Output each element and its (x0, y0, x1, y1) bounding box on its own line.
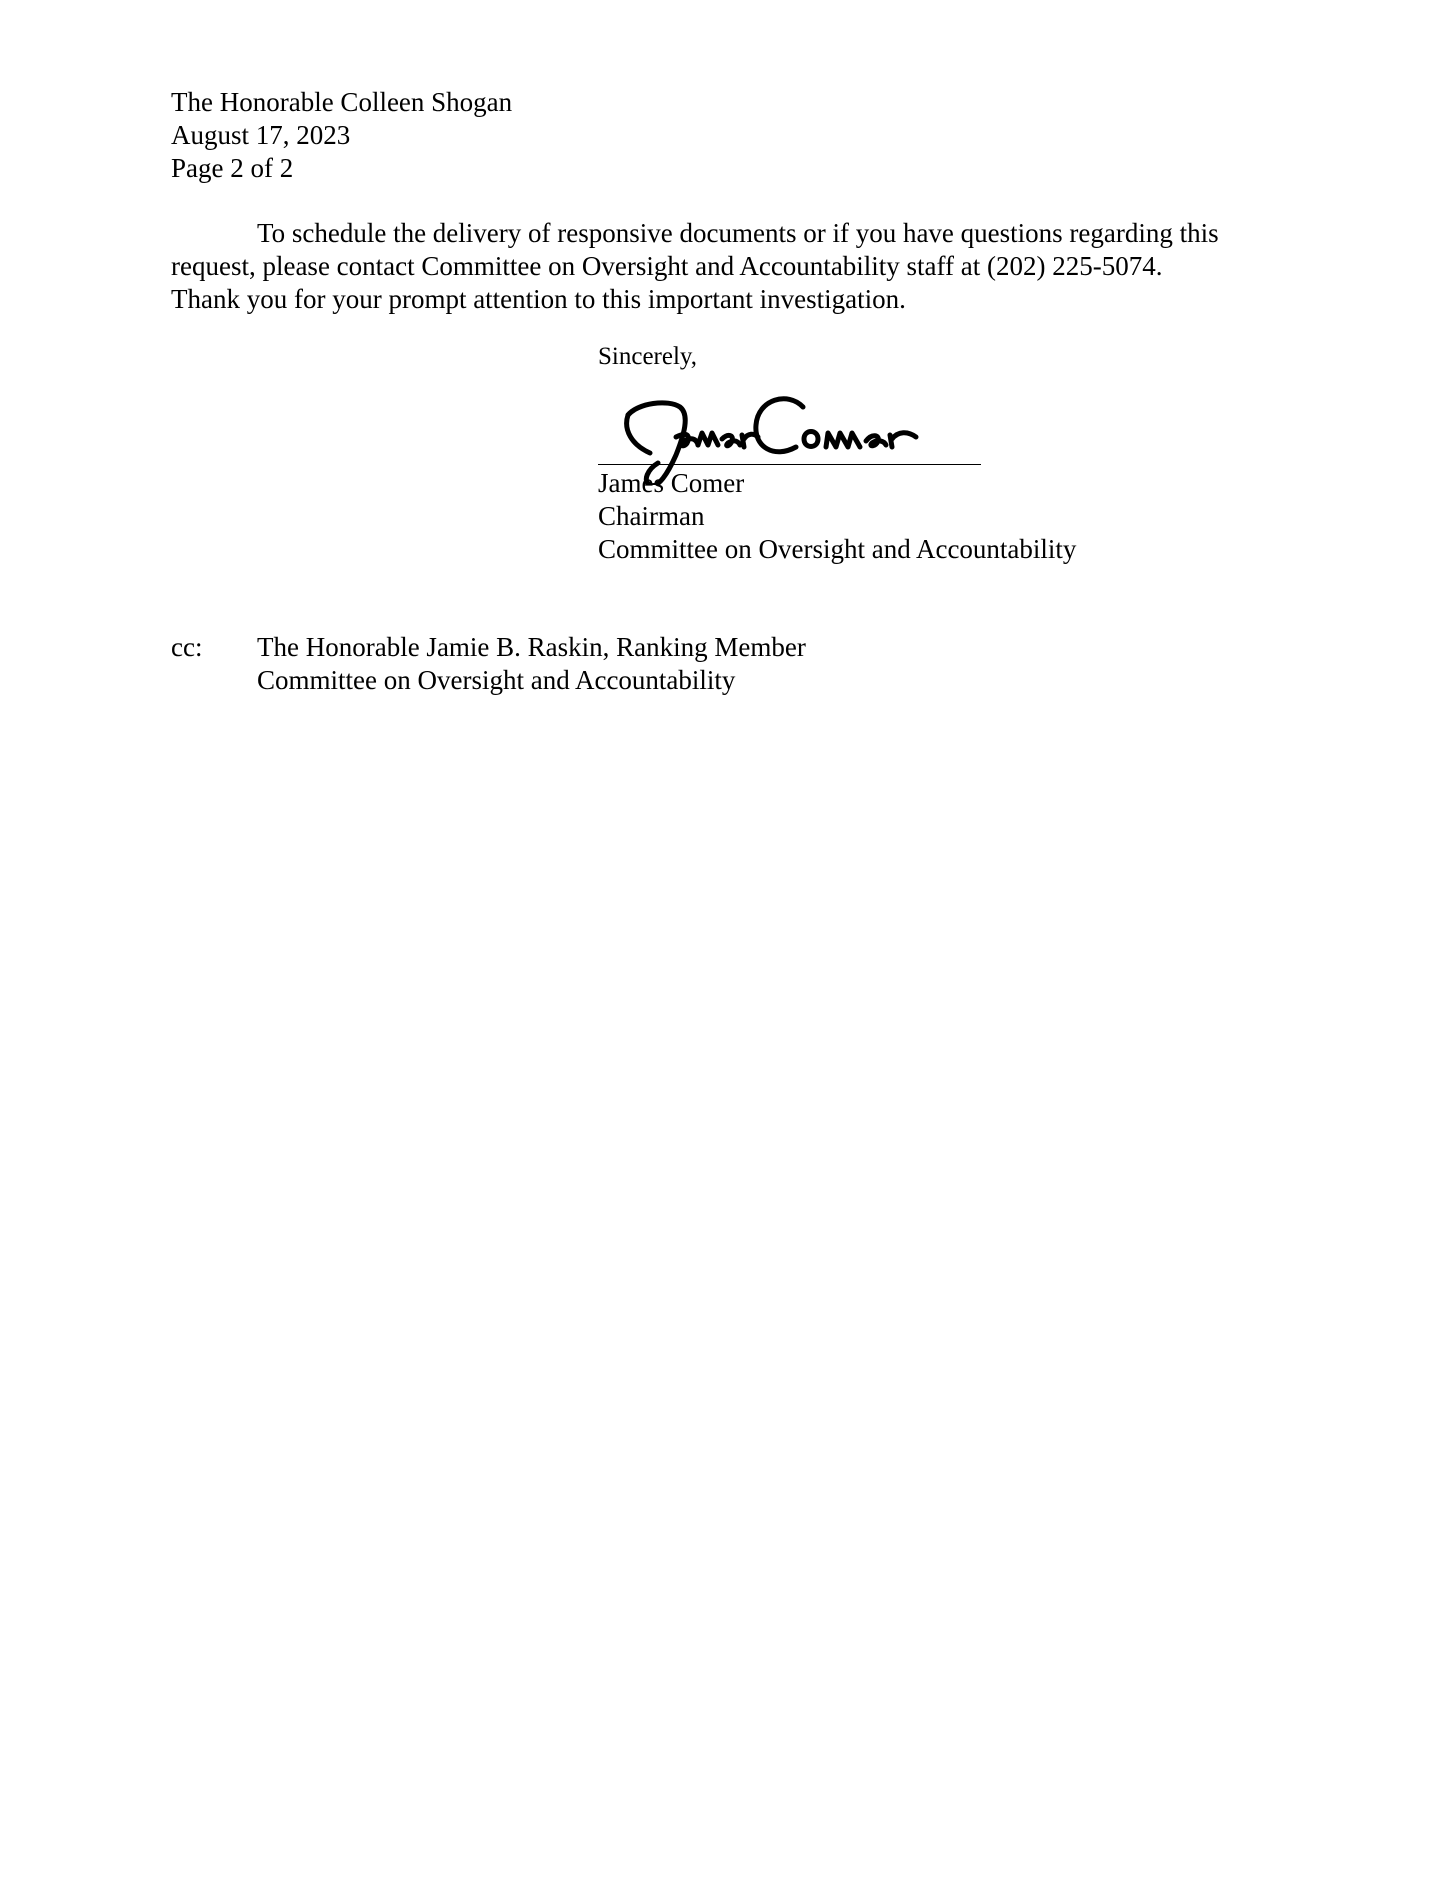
body-paragraph (171, 217, 1311, 316)
body-line: Thank you for your prompt attention to this important investigation. (171, 284, 906, 314)
cc-recipients (257, 631, 806, 697)
addressee: The Honorable Colleen Shogan (171, 87, 513, 117)
letter-date: August 17, 2023 (171, 120, 351, 150)
closing-salutation: Sincerely, (598, 343, 698, 370)
signature-line (598, 464, 981, 465)
signer-block (598, 467, 1076, 566)
cc-label: cc: (171, 632, 203, 662)
signer-committee: Committee on Oversight and Accountability (598, 534, 1077, 564)
cc-recipient-committee: Committee on Oversight and Accountability (257, 665, 736, 695)
cc-recipient: The Honorable Jamie B. Raskin, Ranking Member (257, 632, 806, 662)
signer-name: James Comer (598, 468, 745, 498)
body-line: To schedule the delivery of responsive documents or if you have questions regarding this (257, 218, 1219, 248)
page-number: Page 2 of 2 (171, 153, 294, 183)
letter-header (171, 86, 512, 185)
body-line: request, please contact Committee on Oversight and Accountability staff at (202) 225-5074. (171, 251, 1163, 281)
signer-title: Chairman (598, 501, 705, 531)
